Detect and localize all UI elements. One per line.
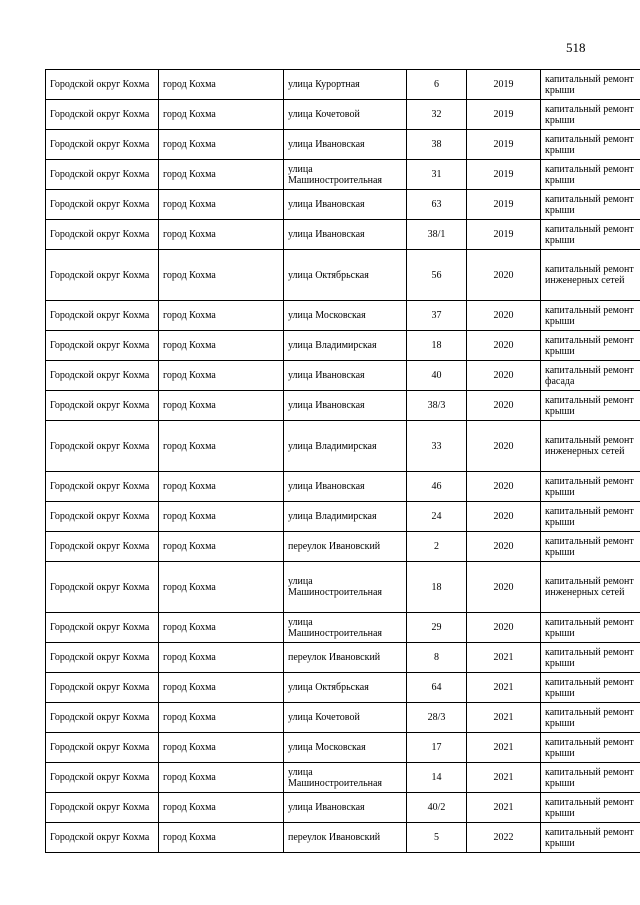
street-cell: переулок Ивановский <box>284 823 407 853</box>
table-row <box>46 160 640 190</box>
table-row <box>46 361 640 391</box>
street-cell: улица Октябрьская <box>284 250 407 301</box>
district-cell: Городской округ Кохма <box>46 391 159 421</box>
work-type-cell: капитальный ремонт крыши <box>541 763 640 793</box>
settlement-cell: город Кохма <box>159 673 284 703</box>
district-cell: Городской округ Кохма <box>46 70 159 100</box>
year-cell: 2020 <box>467 361 541 391</box>
year-cell: 2019 <box>467 160 541 190</box>
street-cell: переулок Ивановский <box>284 643 407 673</box>
house-number-cell: 37 <box>407 301 467 331</box>
work-type-cell: капитальный ремонт крыши <box>541 190 640 220</box>
settlement-cell: город Кохма <box>159 421 284 472</box>
house-number-cell: 17 <box>407 733 467 763</box>
street-cell: улица Ивановская <box>284 361 407 391</box>
street-cell: улица Ивановская <box>284 220 407 250</box>
house-number-cell: 32 <box>407 100 467 130</box>
house-number-cell: 31 <box>407 160 467 190</box>
settlement-cell: город Кохма <box>159 733 284 763</box>
district-cell: Городской округ Кохма <box>46 562 159 613</box>
settlement-cell: город Кохма <box>159 250 284 301</box>
district-cell: Городской округ Кохма <box>46 331 159 361</box>
settlement-cell: город Кохма <box>159 301 284 331</box>
settlement-cell: город Кохма <box>159 763 284 793</box>
house-number-cell: 5 <box>407 823 467 853</box>
house-number-cell: 8 <box>407 643 467 673</box>
district-cell: Городской округ Кохма <box>46 733 159 763</box>
settlement-cell: город Кохма <box>159 160 284 190</box>
house-number-cell: 18 <box>407 331 467 361</box>
house-number-cell: 40/2 <box>407 793 467 823</box>
work-type-cell: капитальный ремонт крыши <box>541 613 640 643</box>
district-cell: Городской округ Кохма <box>46 100 159 130</box>
year-cell: 2021 <box>467 793 541 823</box>
settlement-cell: город Кохма <box>159 220 284 250</box>
work-type-cell: капитальный ремонт крыши <box>541 733 640 763</box>
work-type-cell: капитальный ремонт крыши <box>541 502 640 532</box>
house-number-cell: 56 <box>407 250 467 301</box>
house-number-cell: 24 <box>407 502 467 532</box>
settlement-cell: город Кохма <box>159 562 284 613</box>
work-type-cell: капитальный ремонт крыши <box>541 391 640 421</box>
settlement-cell: город Кохма <box>159 532 284 562</box>
district-cell: Городской округ Кохма <box>46 823 159 853</box>
district-cell: Городской округ Кохма <box>46 763 159 793</box>
settlement-cell: город Кохма <box>159 130 284 160</box>
table-row <box>46 532 640 562</box>
table-row <box>46 391 640 421</box>
table-row <box>46 673 640 703</box>
settlement-cell: город Кохма <box>159 613 284 643</box>
table-row <box>46 472 640 502</box>
table-body <box>46 70 640 853</box>
district-cell: Городской округ Кохма <box>46 220 159 250</box>
house-number-cell: 2 <box>407 532 467 562</box>
table-row <box>46 562 640 613</box>
work-type-cell: капитальный ремонт фасада <box>541 361 640 391</box>
district-cell: Городской округ Кохма <box>46 643 159 673</box>
year-cell: 2020 <box>467 502 541 532</box>
year-cell: 2020 <box>467 250 541 301</box>
district-cell: Городской округ Кохма <box>46 421 159 472</box>
settlement-cell: город Кохма <box>159 793 284 823</box>
settlement-cell: город Кохма <box>159 502 284 532</box>
district-cell: Городской округ Кохма <box>46 250 159 301</box>
work-type-cell: капитальный ремонт крыши <box>541 823 640 853</box>
work-type-cell: капитальный ремонт крыши <box>541 472 640 502</box>
work-type-cell: капитальный ремонт крыши <box>541 703 640 733</box>
table-row <box>46 70 640 100</box>
year-cell: 2021 <box>467 703 541 733</box>
street-cell: улица Ивановская <box>284 130 407 160</box>
house-number-cell: 14 <box>407 763 467 793</box>
house-number-cell: 33 <box>407 421 467 472</box>
street-cell: улица Курортная <box>284 70 407 100</box>
district-cell: Городской округ Кохма <box>46 361 159 391</box>
street-cell: переулок Ивановский <box>284 532 407 562</box>
street-cell: улица Октябрьская <box>284 673 407 703</box>
street-cell: улица Кочетовой <box>284 100 407 130</box>
street-cell: улица Ивановская <box>284 472 407 502</box>
district-cell: Городской округ Кохма <box>46 613 159 643</box>
district-cell: Городской округ Кохма <box>46 160 159 190</box>
work-type-cell: капитальный ремонт крыши <box>541 100 640 130</box>
street-cell: улица Владимирская <box>284 421 407 472</box>
house-number-cell: 38 <box>407 130 467 160</box>
district-cell: Городской округ Кохма <box>46 190 159 220</box>
settlement-cell: город Кохма <box>159 100 284 130</box>
settlement-cell: город Кохма <box>159 643 284 673</box>
year-cell: 2021 <box>467 763 541 793</box>
settlement-cell: город Кохма <box>159 472 284 502</box>
year-cell: 2019 <box>467 70 541 100</box>
district-cell: Городской округ Кохма <box>46 502 159 532</box>
table-row <box>46 763 640 793</box>
work-type-cell: капитальный ремонт крыши <box>541 793 640 823</box>
year-cell: 2019 <box>467 190 541 220</box>
work-type-cell: капитальный ремонт крыши <box>541 130 640 160</box>
street-cell: улица Владимирская <box>284 502 407 532</box>
work-type-cell: капитальный ремонт крыши <box>541 673 640 703</box>
district-cell: Городской округ Кохма <box>46 130 159 160</box>
table-row <box>46 130 640 160</box>
year-cell: 2020 <box>467 613 541 643</box>
year-cell: 2020 <box>467 532 541 562</box>
settlement-cell: город Кохма <box>159 391 284 421</box>
work-type-cell: капитальный ремонт крыши <box>541 532 640 562</box>
house-number-cell: 38/3 <box>407 391 467 421</box>
year-cell: 2019 <box>467 100 541 130</box>
table-row <box>46 220 640 250</box>
district-cell: Городской округ Кохма <box>46 673 159 703</box>
year-cell: 2019 <box>467 130 541 160</box>
street-cell: улица Машиностроительная <box>284 160 407 190</box>
street-cell: улица Ивановская <box>284 391 407 421</box>
table-row <box>46 301 640 331</box>
year-cell: 2021 <box>467 733 541 763</box>
year-cell: 2020 <box>467 421 541 472</box>
table-row <box>46 703 640 733</box>
work-type-cell: капитальный ремонт инженерных сетей <box>541 562 640 613</box>
table-row <box>46 613 640 643</box>
year-cell: 2021 <box>467 643 541 673</box>
house-number-cell: 29 <box>407 613 467 643</box>
house-number-cell: 18 <box>407 562 467 613</box>
work-type-cell: капитальный ремонт крыши <box>541 160 640 190</box>
street-cell: улица Московская <box>284 301 407 331</box>
district-cell: Городской округ Кохма <box>46 532 159 562</box>
settlement-cell: город Кохма <box>159 823 284 853</box>
work-type-cell: капитальный ремонт крыши <box>541 220 640 250</box>
table-row <box>46 331 640 361</box>
settlement-cell: город Кохма <box>159 361 284 391</box>
year-cell: 2019 <box>467 220 541 250</box>
street-cell: улица Машиностроительная <box>284 763 407 793</box>
house-number-cell: 64 <box>407 673 467 703</box>
work-type-cell: капитальный ремонт инженерных сетей <box>541 421 640 472</box>
settlement-cell: город Кохма <box>159 703 284 733</box>
work-type-cell: капитальный ремонт крыши <box>541 643 640 673</box>
work-type-cell: капитальный ремонт крыши <box>541 70 640 100</box>
table-row <box>46 823 640 853</box>
street-cell: улица Московская <box>284 733 407 763</box>
street-cell: улица Машиностроительная <box>284 613 407 643</box>
street-cell: улица Кочетовой <box>284 703 407 733</box>
table-row <box>46 643 640 673</box>
table-row <box>46 793 640 823</box>
year-cell: 2022 <box>467 823 541 853</box>
page-number: 518 <box>566 40 586 55</box>
year-cell: 2020 <box>467 562 541 613</box>
street-cell: улица Владимирская <box>284 331 407 361</box>
district-cell: Городской округ Кохма <box>46 301 159 331</box>
work-type-cell: капитальный ремонт инженерных сетей <box>541 250 640 301</box>
table-row <box>46 100 640 130</box>
settlement-cell: город Кохма <box>159 70 284 100</box>
house-number-cell: 28/3 <box>407 703 467 733</box>
house-number-cell: 6 <box>407 70 467 100</box>
district-cell: Городской округ Кохма <box>46 472 159 502</box>
street-cell: улица Ивановская <box>284 190 407 220</box>
housing-repair-table <box>45 69 640 853</box>
year-cell: 2020 <box>467 391 541 421</box>
table-row <box>46 502 640 532</box>
street-cell: улица Ивановская <box>284 793 407 823</box>
house-number-cell: 63 <box>407 190 467 220</box>
year-cell: 2020 <box>467 331 541 361</box>
house-number-cell: 40 <box>407 361 467 391</box>
table-row <box>46 733 640 763</box>
work-type-cell: капитальный ремонт крыши <box>541 331 640 361</box>
street-cell: улица Машиностроительная <box>284 562 407 613</box>
settlement-cell: город Кохма <box>159 331 284 361</box>
work-type-cell: капитальный ремонт крыши <box>541 301 640 331</box>
year-cell: 2020 <box>467 301 541 331</box>
table-row <box>46 190 640 220</box>
year-cell: 2020 <box>467 472 541 502</box>
table-row <box>46 250 640 301</box>
house-number-cell: 38/1 <box>407 220 467 250</box>
table-row <box>46 421 640 472</box>
house-number-cell: 46 <box>407 472 467 502</box>
settlement-cell: город Кохма <box>159 190 284 220</box>
year-cell: 2021 <box>467 673 541 703</box>
district-cell: Городской округ Кохма <box>46 793 159 823</box>
district-cell: Городской округ Кохма <box>46 703 159 733</box>
